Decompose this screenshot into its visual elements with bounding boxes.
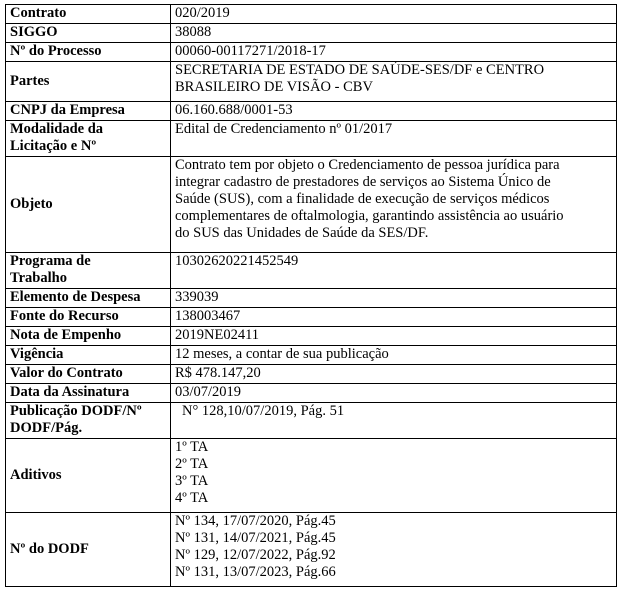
value-programa: 10302620221452549 [171,253,617,289]
label-vigencia: Vigência [6,346,171,365]
row-programa [6,253,617,289]
value-processo: 00060-00117271/2018-17 [171,43,617,62]
label-objeto: Objeto [6,157,171,253]
dodf-item: Nº 129, 12/07/2022, Pág.92 [175,547,336,563]
row-objeto [6,157,617,253]
label-elemento: Elemento de Despesa [6,289,171,308]
value-fonte: 138003467 [171,308,617,327]
value-valor: R$ 478.147,20 [171,365,617,384]
objeto-line: Contrato tem por objeto o Credenciamento de pessoa jurídica para [175,157,560,173]
publicacao-text: N° 128,10/07/2019, Pág. 51 [182,403,345,419]
aditivo-item: 3º TA [175,473,209,489]
objeto-line: Saúde (SUS), com a finalidade de execução de serviços médicos [175,191,550,207]
publicacao-label-line: Publicação DODF/Nº [10,403,142,419]
label-publicacao [6,403,171,439]
row-dodf [6,513,617,587]
label-dodf: Nº do DODF [6,513,171,587]
value-cnpj: 06.160.688/0001-53 [171,102,617,121]
value-vigencia: 12 meses, a contar de sua publicação [171,346,617,365]
value-contrato: 020/2019 [171,5,617,24]
value-elemento: 339039 [171,289,617,308]
dodf-item: Nº 134, 17/07/2020, Pág.45 [175,513,336,529]
label-aditivos: Aditivos [6,439,171,513]
label-cnpj: CNPJ da Empresa [6,102,171,121]
dodf-item: Nº 131, 14/07/2021, Pág.45 [175,530,336,546]
row-vigencia [6,346,617,365]
modalidade-label-line: Modalidade da [10,121,104,137]
label-partes: Partes [6,62,171,102]
dodf-item: Nº 131, 13/07/2023, Pág.66 [175,564,336,580]
label-contrato: Contrato [6,5,171,24]
label-valor: Valor do Contrato [6,365,171,384]
value-partes [171,62,617,102]
row-modalidade [6,121,617,157]
objeto-line: complementares de oftalmologia, garantindo assistência ao usuário [175,208,564,224]
row-contrato [6,5,617,24]
label-fonte: Fonte do Recurso [6,308,171,327]
programa-label-line: Trabalho [10,270,67,286]
publicacao-label-line: DODF/Pág. [10,420,83,436]
row-empenho [6,327,617,346]
row-fonte [6,308,617,327]
label-processo: Nº do Processo [6,43,171,62]
contract-summary-table [5,4,617,587]
value-objeto [171,157,617,253]
row-aditivos [6,439,617,513]
objeto-line: integrar cadastro de prestadores de serviços ao Sistema Único de [175,174,551,190]
row-processo [6,43,617,62]
modalidade-label-line: Licitação e Nº [10,138,97,154]
value-dodf [171,513,617,587]
value-assinatura: 03/07/2019 [171,384,617,403]
label-programa [6,253,171,289]
label-assinatura: Data da Assinatura [6,384,171,403]
programa-label-line: Programa de [10,253,91,269]
value-publicacao [171,403,617,439]
aditivo-item: 4º TA [175,490,209,506]
value-empenho: 2019NE02411 [171,327,617,346]
value-siggo: 38088 [171,24,617,43]
aditivo-item: 1º TA [175,439,209,455]
label-siggo: SIGGO [6,24,171,43]
row-publicacao [6,403,617,439]
partes-line: SECRETARIA DE ESTADO DE SAÚDE-SES/DF e CENTRO [175,62,545,78]
row-cnpj [6,102,617,121]
row-partes [6,62,617,102]
row-assinatura [6,384,617,403]
value-modalidade: Edital de Credenciamento nº 01/2017 [171,121,617,157]
label-empenho: Nota de Empenho [6,327,171,346]
objeto-line: do SUS das Unidades de Saúde da SES/DF. [175,225,429,241]
partes-line: BRASILEIRO DE VISÃO - CBV [175,79,373,95]
row-siggo [6,24,617,43]
row-valor [6,365,617,384]
value-aditivos [171,439,617,513]
aditivo-item: 2º TA [175,456,209,472]
row-elemento [6,289,617,308]
label-modalidade [6,121,171,157]
